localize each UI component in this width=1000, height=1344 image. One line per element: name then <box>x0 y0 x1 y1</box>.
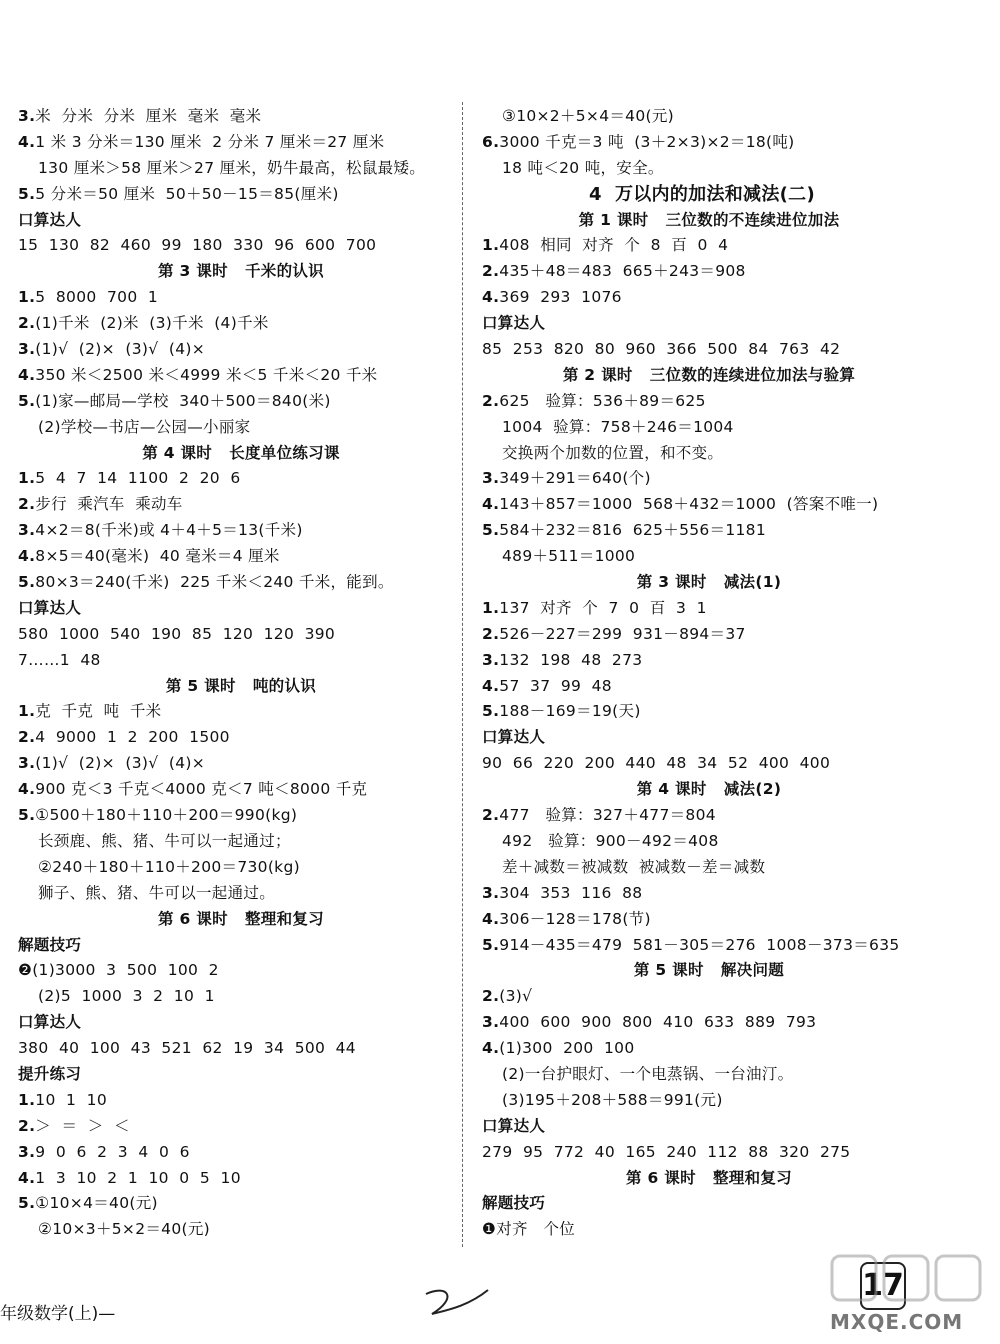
line-text: 435＋48＝483 665＋243＝908 <box>499 262 746 281</box>
answer-line <box>18 156 450 182</box>
section-label <box>482 1114 922 1140</box>
lesson-heading <box>482 208 922 234</box>
answer-line <box>18 984 450 1010</box>
question-number: 2. <box>482 391 500 410</box>
answer-line <box>482 648 922 674</box>
answer-line <box>18 699 450 725</box>
answer-line <box>482 855 922 881</box>
question-number: 6. <box>482 132 500 151</box>
section-label <box>482 1191 922 1217</box>
answer-line <box>18 777 450 803</box>
question-number: 5. <box>18 184 36 203</box>
answer-line <box>18 1036 450 1062</box>
answer-line <box>482 1140 922 1166</box>
answer-line <box>482 829 922 855</box>
line-text: 克 千克 吨 千米 <box>35 702 162 721</box>
question-number: 4. <box>18 1168 36 1187</box>
question-number: 2. <box>482 624 500 643</box>
answer-line <box>482 803 922 829</box>
line-text: 4 万以内的加法和减法(二) <box>588 183 815 205</box>
line-text: 狮子、熊、猪、牛可以一起通过。 <box>38 883 276 902</box>
line-text: (1)√ (2)× (3)√ (4)× <box>35 754 205 773</box>
answer-line <box>482 415 922 441</box>
answer-line <box>482 1217 922 1243</box>
answer-line <box>18 389 450 415</box>
line-text: ③10×2＋5×4＝40(元) <box>502 107 674 125</box>
line-text: 第 3 课时 减法(1) <box>636 573 782 592</box>
line-text: 口算达人 <box>18 1013 82 1032</box>
question-number: 4. <box>482 909 500 928</box>
answer-line <box>482 285 922 311</box>
answer-line <box>18 1166 450 1192</box>
answer-line <box>18 622 450 648</box>
line-text: 369 293 1076 <box>499 288 622 307</box>
answer-line <box>18 363 450 389</box>
line-text: 第 1 课时 三位数的不连续进位加法 <box>578 210 840 229</box>
answer-line <box>18 104 450 130</box>
question-number: 2. <box>18 728 36 747</box>
answer-line <box>18 415 450 441</box>
line-text: 584＋232＝816 625＋556＝1181 <box>499 521 767 540</box>
answer-line <box>18 1217 450 1243</box>
line-text: (2)一台护眼灯、一个电蒸锅、一台油汀。 <box>502 1064 794 1083</box>
answer-line <box>482 389 922 415</box>
line-text: 132 198 48 273 <box>499 650 643 669</box>
question-number: 5. <box>482 702 500 721</box>
line-text: 第 4 课时 长度单位练习课 <box>142 443 340 462</box>
line-text: 第 5 课时 解决问题 <box>633 961 785 980</box>
question-number: 3. <box>18 754 36 773</box>
answer-line <box>18 130 450 156</box>
line-text: 米 分米 分米 厘米 毫米 毫米 <box>35 107 262 125</box>
question-number: 4. <box>18 547 36 566</box>
question-number: 2. <box>18 314 36 333</box>
question-number: 3. <box>482 650 500 669</box>
question-number: 4. <box>18 132 36 151</box>
answer-line <box>482 466 922 492</box>
lesson-heading <box>18 907 450 933</box>
line-text: (1)千米 (2)米 (3)千米 (4)千米 <box>35 314 269 333</box>
question-number: 3. <box>18 1142 36 1161</box>
line-text: 口算达人 <box>482 314 546 333</box>
answer-line <box>18 1114 450 1140</box>
answer-line <box>482 337 922 363</box>
line-text: 第 5 课时 吨的认识 <box>165 676 317 695</box>
line-text: 900 克＜3 千克＜4000 克＜7 吨＜8000 千克 <box>35 780 368 799</box>
question-number: 2. <box>482 987 500 1006</box>
answer-line <box>482 104 922 130</box>
question-number: 3. <box>482 469 500 488</box>
lesson-heading <box>482 777 922 803</box>
line-text: 5 8000 700 1 <box>35 288 159 307</box>
section-label <box>18 933 450 959</box>
line-text: 5 分米＝50 厘米 50＋50－15＝85(厘米) <box>35 184 339 203</box>
answer-line <box>482 881 922 907</box>
question-number: 2. <box>482 806 500 825</box>
question-number: 5. <box>18 806 36 825</box>
line-text: 130 厘米＞58 厘米＞27 厘米，奶牛最高，松鼠最矮。 <box>38 158 426 177</box>
line-text: 143＋857＝1000 568＋432＝1000 (答案不唯一) <box>499 495 879 514</box>
line-text: 625 验算：536＋89＝625 <box>499 391 706 410</box>
line-text: 306－128＝178(节) <box>499 909 651 928</box>
line-text: 188－169＝19(天) <box>499 702 641 721</box>
answer-line <box>18 466 450 492</box>
answer-line <box>482 1010 922 1036</box>
line-text: 口算达人 <box>482 728 546 747</box>
line-text: 交换两个加数的位置，和不变。 <box>502 443 724 462</box>
footer-book-label: 年级数学(上)— <box>0 1304 116 1324</box>
question-number: 3. <box>18 521 36 540</box>
handwritten-mark-icon <box>418 1284 498 1324</box>
line-text: 349＋291＝640(个) <box>499 469 651 488</box>
line-text: 第 4 课时 减法(2) <box>636 780 782 799</box>
answer-line <box>482 674 922 700</box>
line-text: (3)195＋208＋588＝991(元) <box>502 1090 723 1109</box>
lesson-heading <box>482 363 922 389</box>
answer-line <box>482 518 922 544</box>
question-number: 2. <box>18 495 36 514</box>
answer-line <box>482 156 922 182</box>
question-number: 4. <box>482 1039 500 1058</box>
answer-line <box>18 570 450 596</box>
section-label <box>18 1062 450 1088</box>
answer-line <box>482 233 922 259</box>
line-text: 4×2＝8(千米)或 4＋4＋5＝13(千米) <box>35 521 303 540</box>
line-text: 477 验算：327＋477＝804 <box>499 806 716 825</box>
answer-line <box>482 441 922 467</box>
answer-line <box>18 1140 450 1166</box>
line-text: 18 吨＜20 吨，安全。 <box>502 158 664 177</box>
line-text: ②10×3＋5×2＝40(元) <box>38 1220 210 1239</box>
line-text: 580 1000 540 190 85 120 120 390 <box>18 624 336 643</box>
page-number: 17 <box>860 1262 906 1310</box>
line-text: 489＋511＝1000 <box>502 547 636 566</box>
answer-line <box>18 518 450 544</box>
line-text: (1)家—邮局—学校 340＋500＝840(米) <box>35 391 331 410</box>
line-text: 9 0 6 2 3 4 0 6 <box>35 1142 190 1161</box>
line-text: 90 66 220 200 440 48 34 52 400 400 <box>482 754 831 773</box>
answer-line <box>18 829 450 855</box>
line-text: 350 米＜2500 米＜4999 米＜5 千米＜20 千米 <box>35 365 378 384</box>
question-number: 1. <box>18 288 36 307</box>
answer-line <box>482 130 922 156</box>
question-number: 3. <box>18 107 36 125</box>
line-text: 7……1 48 <box>18 650 101 669</box>
answer-line <box>18 803 450 829</box>
line-text: ＞ ＝ ＞ ＜ <box>35 1116 130 1135</box>
answer-line <box>482 622 922 648</box>
question-number: 4. <box>482 288 500 307</box>
line-text: 304 353 116 88 <box>499 883 643 902</box>
lesson-heading <box>18 259 450 285</box>
lesson-heading <box>482 1166 922 1192</box>
question-number: 4. <box>18 365 36 384</box>
question-number: 1. <box>18 469 36 488</box>
line-text: 492 验算：900－492＝408 <box>502 831 719 850</box>
line-text: 80×3＝240(千米) 225 千米＜240 千米，能到。 <box>35 573 394 592</box>
answer-line <box>482 259 922 285</box>
line-text: ②240＋180＋110＋200＝730(kg) <box>38 857 300 876</box>
answer-line <box>18 337 450 363</box>
lesson-heading <box>482 570 922 596</box>
line-text: 解题技巧 <box>482 1194 546 1213</box>
line-text: 526－227＝299 931－894＝37 <box>499 624 746 643</box>
line-text: 380 40 100 43 521 62 19 34 500 44 <box>18 1039 356 1058</box>
question-number: 4. <box>482 495 500 514</box>
question-number: 2. <box>18 1116 36 1135</box>
column-divider <box>462 102 463 1247</box>
answer-line <box>482 699 922 725</box>
line-text: 1004 验算：758＋246＝1004 <box>502 417 734 436</box>
question-number: 5. <box>18 1194 36 1213</box>
answer-line <box>18 881 450 907</box>
answer-line <box>482 596 922 622</box>
line-text: (1)300 200 100 <box>499 1039 635 1058</box>
line-text: 57 37 99 48 <box>499 676 612 695</box>
answer-line <box>482 1062 922 1088</box>
question-number: 5. <box>482 935 500 954</box>
line-text: 3000 千克＝3 吨 (3＋2×3)×2＝18(吨) <box>499 132 795 151</box>
answer-line <box>18 725 450 751</box>
answer-line <box>482 751 922 777</box>
line-text: ①500＋180＋110＋200＝990(kg) <box>35 806 298 825</box>
section-label <box>18 596 450 622</box>
unit-title <box>482 182 922 208</box>
answer-line <box>18 182 450 208</box>
line-text: 口算达人 <box>18 210 82 229</box>
question-number: 2. <box>482 262 500 281</box>
question-number: 3. <box>482 1013 500 1032</box>
question-number: 5. <box>482 521 500 540</box>
question-number: 3. <box>482 883 500 902</box>
question-number: 1. <box>18 702 36 721</box>
question-number: 1. <box>482 598 500 617</box>
answer-line <box>18 285 450 311</box>
question-number: 3. <box>18 340 36 359</box>
answer-line <box>18 233 450 259</box>
answer-line <box>18 648 450 674</box>
left-answer-column <box>18 104 450 1243</box>
line-text: 提升练习 <box>18 1064 82 1083</box>
answer-line <box>18 1191 450 1217</box>
line-text: ❷(1)3000 3 500 100 2 <box>18 961 219 980</box>
section-label <box>18 208 450 234</box>
answer-line <box>482 907 922 933</box>
section-label <box>482 311 922 337</box>
lesson-heading <box>18 674 450 700</box>
answer-line <box>482 492 922 518</box>
line-text: ①10×4＝40(元) <box>35 1194 158 1213</box>
answer-line <box>482 1036 922 1062</box>
line-text: 1 3 10 2 1 10 0 5 10 <box>35 1168 241 1187</box>
question-number: 5. <box>18 573 36 592</box>
line-text: 85 253 820 80 960 366 500 84 763 42 <box>482 340 841 359</box>
question-number: 1. <box>18 1090 36 1109</box>
line-text: 差＋减数＝被减数 被减数－差＝减数 <box>502 857 766 876</box>
line-text: 8×5＝40(毫米) 40 毫米＝4 厘米 <box>35 547 280 566</box>
answer-line <box>482 1088 922 1114</box>
answer-line <box>18 751 450 777</box>
line-text: 解题技巧 <box>18 935 82 954</box>
line-text: 400 600 900 800 410 633 889 793 <box>499 1013 817 1032</box>
lesson-heading <box>18 441 450 467</box>
line-text: 口算达人 <box>18 598 82 617</box>
lesson-heading <box>482 958 922 984</box>
line-text: 1 米 3 分米＝130 厘米 2 分米 7 厘米＝27 厘米 <box>35 132 385 151</box>
answer-line <box>482 544 922 570</box>
line-text: 步行 乘汽车 乘动车 <box>35 495 183 514</box>
line-text: 408 相同 对齐 个 8 百 0 4 <box>499 236 729 255</box>
line-text: 10 1 10 <box>35 1090 107 1109</box>
line-text: 914－435＝479 581－305＝276 1008－373＝635 <box>499 935 900 954</box>
answer-line <box>482 933 922 959</box>
right-answer-column <box>482 104 922 1243</box>
watermark-logo-icon <box>826 1250 996 1310</box>
line-text: 5 4 7 14 1100 2 20 6 <box>35 469 241 488</box>
line-text: (1)√ (2)× (3)√ (4)× <box>35 340 205 359</box>
answer-line <box>18 958 450 984</box>
answer-line <box>482 984 922 1010</box>
line-text: (2)5 1000 3 2 10 1 <box>38 987 215 1006</box>
question-number: 4. <box>18 780 36 799</box>
line-text: 第 2 课时 三位数的连续进位加法与验算 <box>562 365 856 384</box>
question-number: 4. <box>482 676 500 695</box>
line-text: ❶对齐 个位 <box>482 1220 576 1239</box>
line-text: 137 对齐 个 7 0 百 3 1 <box>499 598 707 617</box>
line-text: 长颈鹿、熊、猪、牛可以一起通过； <box>38 831 291 850</box>
answer-line <box>18 855 450 881</box>
answer-line <box>18 311 450 337</box>
line-text: 4 9000 1 2 200 1500 <box>35 728 230 747</box>
question-number: 1. <box>482 236 500 255</box>
answer-line <box>18 1088 450 1114</box>
watermark-text: MXQE.COM <box>830 1310 964 1334</box>
line-text: 第 3 课时 千米的认识 <box>158 262 324 281</box>
line-text: 15 130 82 460 99 180 330 96 600 700 <box>18 236 377 255</box>
section-label <box>482 725 922 751</box>
answer-line <box>18 492 450 518</box>
line-text: 第 6 课时 整理和复习 <box>626 1168 792 1187</box>
section-label <box>18 1010 450 1036</box>
line-text: 第 6 课时 整理和复习 <box>158 909 324 928</box>
line-text: 口算达人 <box>482 1116 546 1135</box>
line-text: (3)√ <box>499 987 533 1006</box>
line-text: (2)学校—书店—公园—小丽家 <box>38 417 251 436</box>
question-number: 5. <box>18 391 36 410</box>
line-text: 279 95 772 40 165 240 112 88 320 275 <box>482 1142 851 1161</box>
answer-line <box>18 544 450 570</box>
